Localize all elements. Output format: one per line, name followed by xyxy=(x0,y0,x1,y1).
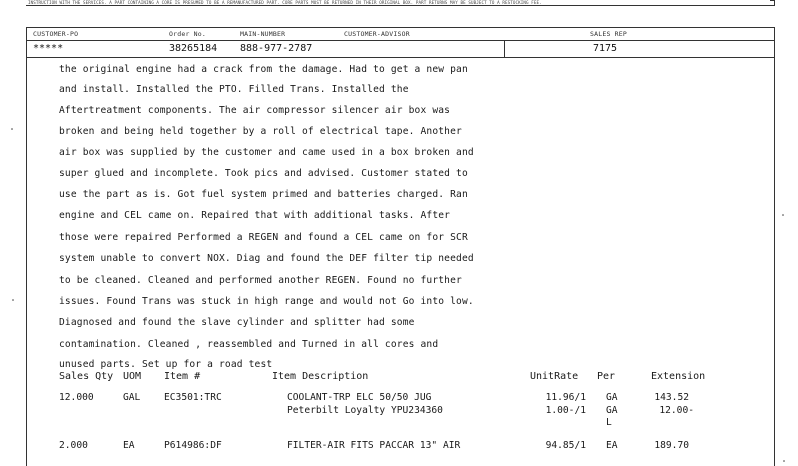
header-mid-rule xyxy=(26,40,775,41)
narrative-line: contamination. Cleaned , reassembled and Turned in all cores and xyxy=(59,339,439,350)
right-frame xyxy=(774,27,775,466)
customer-po-label: CUSTOMER-PO xyxy=(33,30,79,38)
narrative-line: engine and CEL came on. Repaired that with additional tasks. After xyxy=(59,210,451,221)
order-no-label: Order No. xyxy=(169,30,207,38)
scan-speck xyxy=(12,299,14,301)
narrative-line: air box was supplied by the customer and came used in a box broken and xyxy=(59,147,474,158)
row-extension: 143.52 xyxy=(654,392,689,403)
row-item-number: EC3501:TRC xyxy=(164,392,222,403)
order-no-value: 38265184 xyxy=(169,43,218,54)
col-extension: Extension xyxy=(651,371,706,382)
col-unit-rate: UnitRate xyxy=(530,371,579,382)
main-number-value: 888-977-2787 xyxy=(240,43,313,54)
row-description: Peterbilt Loyalty YPU234360 xyxy=(287,405,443,416)
narrative-line: to be cleaned. Cleaned and performed another REGEN. Found no further xyxy=(59,275,462,286)
sales-rep-divider xyxy=(504,40,505,58)
row-per: GA xyxy=(606,405,618,416)
left-frame xyxy=(26,27,27,466)
col-sales-qty: Sales Qty xyxy=(59,371,114,382)
row-unit-rate: 1.00-/1 xyxy=(545,405,586,416)
row-unit-rate: 11.96/1 xyxy=(545,392,586,403)
col-item-description: Item Description xyxy=(272,371,369,382)
col-uom: UOM xyxy=(123,371,142,382)
sales-rep-value: 7175 xyxy=(593,43,618,54)
scan-speck xyxy=(782,214,784,216)
narrative-line: issues. Found Trans was stuck in high range and would not Go into low. xyxy=(59,296,474,307)
main-number-label: MAIN-NUMBER xyxy=(240,30,286,38)
row-item-number: P614986:DF xyxy=(164,440,222,451)
right-frame-top xyxy=(774,0,775,6)
header-top-rule xyxy=(26,27,775,28)
narrative-line: Aftertreatment components. The air compressor silencer air box was xyxy=(59,105,451,116)
row-uom: EA xyxy=(123,440,135,451)
row-per-wrap: L xyxy=(606,417,612,428)
narrative-line: the original engine had a crack from the damage. Had to get a new pan xyxy=(59,64,468,75)
row-description: FILTER-AIR FITS PACCAR 13" AIR xyxy=(287,440,461,451)
top-border xyxy=(26,5,775,6)
row-qty: 2.000 xyxy=(59,440,88,451)
row-extension: 12.00- xyxy=(659,405,694,416)
narrative-line: and install. Installed the PTO. Filled Trans. Installed the xyxy=(59,84,409,95)
row-description: COOLANT-TRP ELC 50/50 JUG xyxy=(287,392,432,403)
row-uom: GAL xyxy=(123,392,141,403)
customer-po-value: ***** xyxy=(33,43,64,54)
row-unit-rate: 94.85/1 xyxy=(545,440,586,451)
narrative-line: broken and being held together by a roll of electrical tape. Another xyxy=(59,126,462,137)
scan-speck xyxy=(11,128,13,130)
header-bottom-rule xyxy=(26,57,775,58)
col-item-number: Item # xyxy=(164,371,201,382)
narrative-line: unused parts. Set up for a road test xyxy=(59,359,273,370)
scan-speck xyxy=(783,460,785,462)
customer-advisor-label: CUSTOMER-ADVISOR xyxy=(344,30,410,38)
narrative-line: super glued and incomplete. Took pics and advised. Customer stated to xyxy=(59,168,468,179)
row-per: EA xyxy=(606,440,618,451)
narrative-line: Diagnosed and found the slave cylinder and splitter had some xyxy=(59,317,415,328)
row-extension: 189.70 xyxy=(654,440,689,451)
col-per: Per xyxy=(597,371,616,382)
row-per: GA xyxy=(606,392,618,403)
narrative-line: system unable to convert NOX. Diag and found the DEF filter tip needed xyxy=(59,253,474,264)
fine-print-disclaimer: INSTRUCTION WITH THE SERVICES. A PART CONTAINING A CORE IS PRESUMED TO BE A REMANUFACTURED PART. CORE PARTS MUST BE RETURNED IN THEIR ORIGINAL BOX. PART RETURNS MAY BE SUBJECT TO A RESTOCKING FEE. xyxy=(28,0,542,5)
sales-rep-label: SALES REP xyxy=(590,30,628,38)
narrative-line: use the part as is. Got fuel system primed and batteries charged. Ran xyxy=(59,189,468,200)
row-qty: 12.000 xyxy=(59,392,94,403)
narrative-line: those were repaired Performed a REGEN and found a CEL came on for SCR xyxy=(59,232,468,243)
